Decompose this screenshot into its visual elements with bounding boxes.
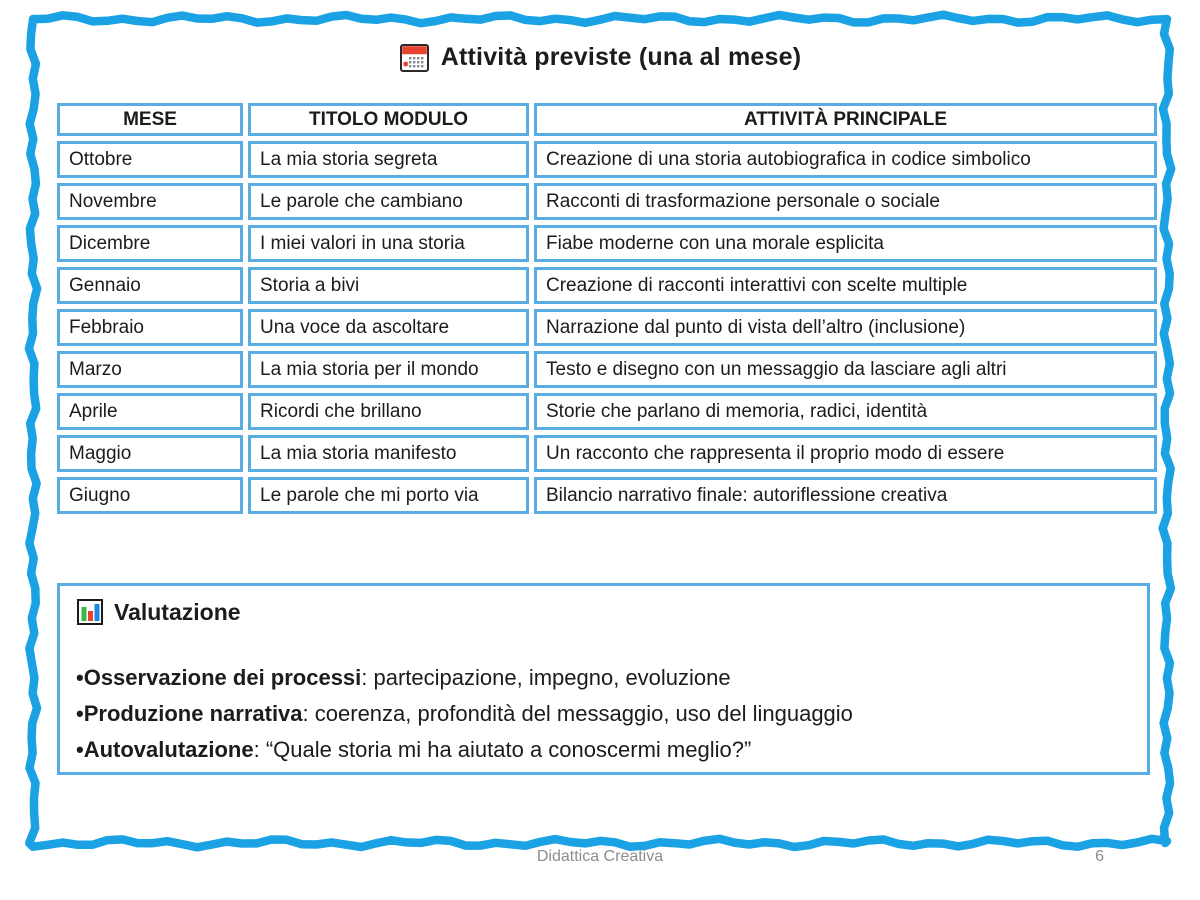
table-row — [57, 183, 1157, 220]
table-cell: Le parole che cambiano — [248, 183, 529, 220]
table-row — [57, 477, 1157, 514]
table-row — [57, 267, 1157, 304]
bullet-label: Produzione narrativa — [83, 701, 303, 726]
bullet-item — [76, 732, 1131, 768]
table-row — [57, 351, 1157, 388]
table-cell: Narrazione dal punto di vista dell’altro (inclusione) — [534, 309, 1157, 346]
table-row — [57, 393, 1157, 430]
table-cell: Dicembre — [57, 225, 243, 262]
table-row — [57, 141, 1157, 178]
bullet-glyph: • — [76, 737, 84, 762]
page-number: 6 — [1095, 848, 1104, 865]
table-cell: Le parole che mi porto via — [248, 477, 529, 514]
table-header-row — [57, 103, 1157, 136]
bar-chart-icon — [76, 598, 104, 626]
table-cell: Testo e disegno con un messaggio da lasciare agli altri — [534, 351, 1157, 388]
bullet-glyph: • — [76, 701, 84, 726]
calendar-icon — [399, 42, 430, 73]
bullet-item — [76, 696, 1131, 732]
page-title: Attività previste (una al mese) — [440, 43, 802, 71]
table-row — [57, 309, 1157, 346]
table-cell: Storie che parlano di memoria, radici, identità — [534, 393, 1157, 430]
table-cell: Bilancio narrativo finale: autoriflessione creativa — [534, 477, 1157, 514]
bullet-label: Autovalutazione — [83, 737, 254, 762]
bullet-text: : “Quale storia mi ha aiutato a conoscermi meglio?” — [253, 737, 752, 762]
footer-title: Didattica Creativa — [536, 848, 664, 865]
bullet-text: : partecipazione, impegno, evoluzione — [361, 665, 731, 690]
table-cell: Creazione di racconti interattivi con scelte multiple — [534, 267, 1157, 304]
table-cell: Creazione di una storia autobiografica in codice simbolico — [534, 141, 1157, 178]
activities-table — [52, 98, 1162, 519]
table-cell: Marzo — [57, 351, 243, 388]
table-cell: Aprile — [57, 393, 243, 430]
table-cell: Una voce da ascoltare — [248, 309, 529, 346]
column-header-titolo-modulo: TITOLO MODULO — [248, 103, 529, 136]
valutazione-box — [57, 583, 1150, 775]
table-cell: Ottobre — [57, 141, 243, 178]
table-cell: Maggio — [57, 435, 243, 472]
bullet-glyph: • — [76, 665, 84, 690]
valutazione-heading-row — [76, 598, 1131, 626]
valutazione-heading: Valutazione — [114, 598, 241, 625]
table-cell: La mia storia per il mondo — [248, 351, 529, 388]
table-row — [57, 435, 1157, 472]
table-cell: Febbraio — [57, 309, 243, 346]
table-cell: La mia storia segreta — [248, 141, 529, 178]
table-cell: Un racconto che rappresenta il proprio modo di essere — [534, 435, 1157, 472]
table-cell: I miei valori in una storia — [248, 225, 529, 262]
table-row — [57, 225, 1157, 262]
table-cell: Gennaio — [57, 267, 243, 304]
bullet-label: Osservazione dei processi — [83, 665, 362, 690]
table-cell: Novembre — [57, 183, 243, 220]
bullet-text: : coerenza, profondità del messaggio, uso del linguaggio — [302, 701, 853, 726]
table-cell: Storia a bivi — [248, 267, 529, 304]
column-header-mese: MESE — [57, 103, 243, 136]
table-cell: Ricordi che brillano — [248, 393, 529, 430]
column-header-attivita-principale: ATTIVITÀ PRINCIPALE — [534, 103, 1157, 136]
bullet-item — [76, 660, 1131, 696]
table-cell: Giugno — [57, 477, 243, 514]
page-title-row — [0, 42, 1200, 73]
table-cell: Fiabe moderne con una morale esplicita — [534, 225, 1157, 262]
valutazione-bullet-list — [76, 660, 1131, 768]
table-cell: Racconti di trasformazione personale o sociale — [534, 183, 1157, 220]
table-cell: La mia storia manifesto — [248, 435, 529, 472]
